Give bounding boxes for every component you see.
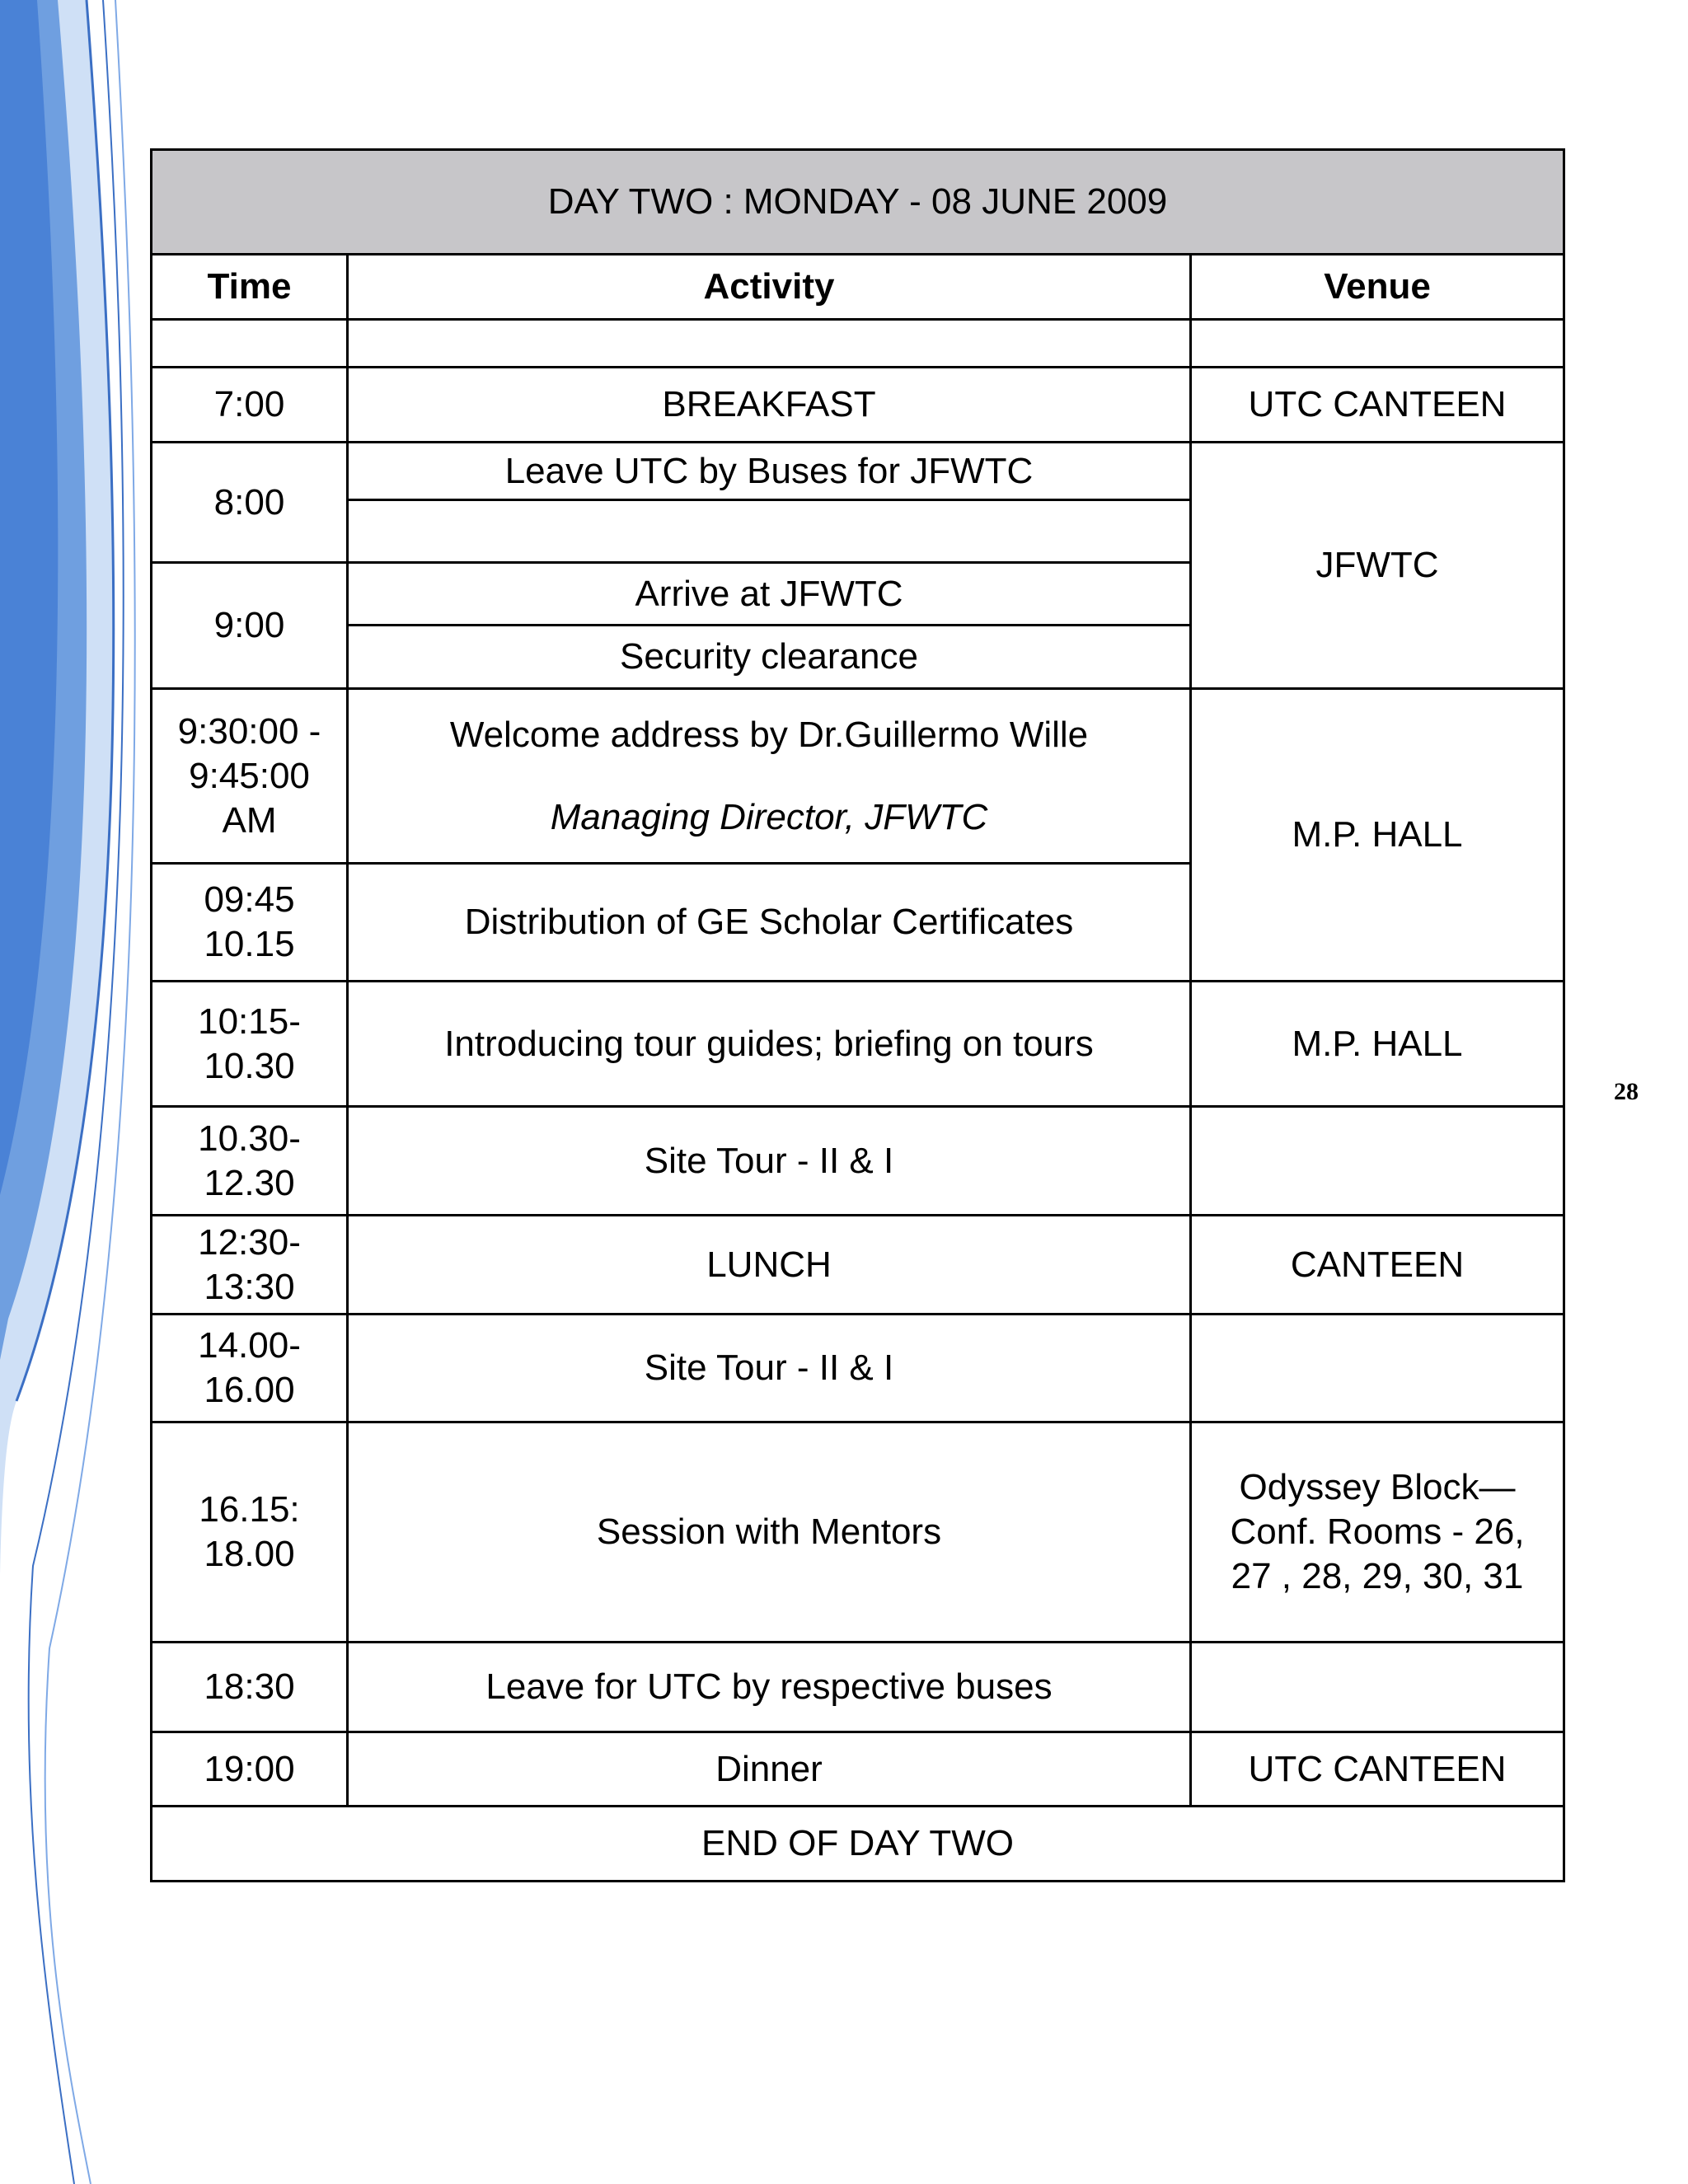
venue-cell	[1191, 1422, 1564, 1643]
venue-cell: M.P. HALL	[1191, 689, 1564, 982]
time-cell	[152, 1107, 348, 1216]
venue-cell: JFWTC	[1191, 443, 1564, 689]
venue-line: Conf. Rooms - 26,	[1230, 1511, 1525, 1552]
venue-line: Odyssey Block—	[1239, 1467, 1516, 1507]
time-line: 9:30:00 -	[177, 710, 321, 752]
time-cell	[152, 1422, 348, 1643]
time-line: AM	[222, 799, 277, 841]
table-row	[152, 1315, 1564, 1422]
empty-cell	[348, 500, 1191, 563]
time-line: 10:15-	[198, 1001, 301, 1042]
venue-cell: UTC CANTEEN	[1191, 1732, 1564, 1807]
empty-row	[152, 320, 1564, 368]
table-row	[152, 368, 1564, 443]
activity-cell: Leave UTC by Buses for JFWTC	[348, 443, 1191, 500]
activity-cell: Dinner	[348, 1732, 1191, 1807]
empty-cell	[1191, 1107, 1564, 1216]
time-cell: 18:30	[152, 1643, 348, 1732]
time-line: 12:30-	[198, 1221, 301, 1263]
table-row	[152, 443, 1564, 500]
time-line: 10.30-	[198, 1118, 301, 1159]
time-line: 13:30	[204, 1266, 295, 1307]
page-number: 28	[1614, 1078, 1639, 1105]
venue-cell: UTC CANTEEN	[1191, 368, 1564, 443]
header-activity: Activity	[348, 255, 1191, 320]
time-line: 10.15	[204, 924, 295, 964]
empty-cell	[1191, 1315, 1564, 1422]
time-cell: 9:00	[152, 563, 348, 689]
time-cell: 7:00	[152, 368, 348, 443]
end-of-day-label: END OF DAY TWO	[152, 1807, 1564, 1882]
time-line: 16.15:	[199, 1489, 300, 1530]
table-row	[152, 1107, 1564, 1216]
time-cell	[152, 1216, 348, 1315]
time-line: 18.00	[204, 1534, 295, 1574]
empty-cell	[1191, 320, 1564, 368]
venue-cell: CANTEEN	[1191, 1216, 1564, 1315]
activity-cell: BREAKFAST	[348, 368, 1191, 443]
table-row	[152, 1216, 1564, 1315]
spacer	[355, 757, 1183, 795]
table-row	[152, 1643, 1564, 1732]
footer-row	[152, 1807, 1564, 1882]
time-line: 09:45	[204, 879, 295, 920]
activity-cell: Site Tour - II & I	[348, 1107, 1191, 1216]
time-line: 16.00	[204, 1370, 295, 1410]
activity-cell	[348, 689, 1191, 864]
speaker-title: Managing Director, JFWTC	[550, 796, 988, 837]
table-row	[152, 1732, 1564, 1807]
time-cell	[152, 689, 348, 864]
empty-cell	[1191, 1643, 1564, 1732]
venue-line: 27 , 28, 29, 30, 31	[1231, 1556, 1524, 1596]
schedule-table	[150, 148, 1565, 1882]
activity-cell: Leave for UTC by respective buses	[348, 1643, 1191, 1732]
time-line: 12.30	[204, 1162, 295, 1203]
activity-cell: Introducing tour guides; briefing on tours	[348, 982, 1191, 1107]
time-cell	[152, 864, 348, 982]
activity-cell: Security clearance	[348, 626, 1191, 689]
empty-cell	[348, 320, 1191, 368]
table-row	[152, 1422, 1564, 1643]
activity-cell: Distribution of GE Scholar Certificates	[348, 864, 1191, 982]
activity-line: Welcome address by Dr.Guillermo Wille	[449, 714, 1089, 755]
time-cell: 19:00	[152, 1732, 348, 1807]
time-cell	[152, 1315, 348, 1422]
schedule-title: DAY TWO : MONDAY - 08 JUNE 2009	[152, 150, 1564, 255]
empty-cell	[152, 320, 348, 368]
time-cell: 8:00	[152, 443, 348, 563]
activity-cell: Session with Mentors	[348, 1422, 1191, 1643]
header-venue: Venue	[1191, 255, 1564, 320]
activity-cell: LUNCH	[348, 1216, 1191, 1315]
header-time: Time	[152, 255, 348, 320]
activity-cell: Arrive at JFWTC	[348, 563, 1191, 626]
table-row	[152, 689, 1564, 864]
time-line: 10.30	[204, 1045, 295, 1086]
time-cell	[152, 982, 348, 1107]
time-line: 14.00-	[198, 1325, 301, 1366]
venue-cell: M.P. HALL	[1191, 982, 1564, 1107]
activity-cell: Site Tour - II & I	[348, 1315, 1191, 1422]
table-row	[152, 982, 1564, 1107]
time-line: 9:45:00	[189, 755, 310, 796]
